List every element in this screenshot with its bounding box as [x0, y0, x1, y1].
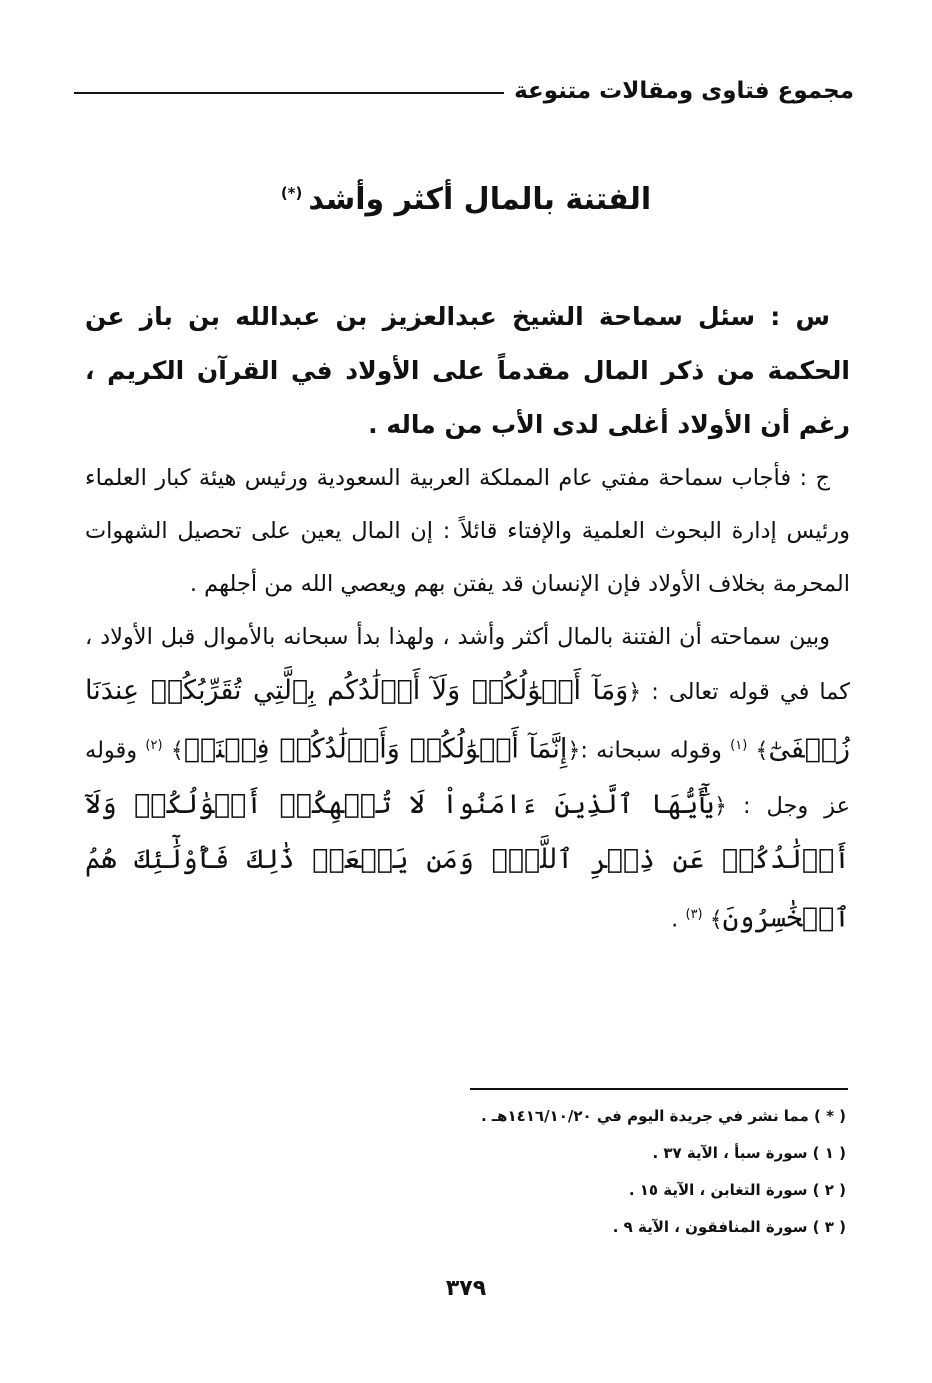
- ayah-open-bracket: ﴿: [628, 680, 642, 705]
- ayah-close-bracket: ﴾: [170, 738, 184, 764]
- footnote-separator: [470, 1088, 848, 1090]
- connector-text-2: وقوله عز وجل :: [85, 737, 850, 819]
- paragraph-intro: وبين سماحته أن الفتنة بالمال أكثر وأشد ، ولهذا بدأ سبحانه بالأموال قبل الأولاد ، كما في قوله تعالى :: [85, 624, 851, 705]
- ayah-munafiqun-9: يَٰٓأَيُّهَا ٱلَّذِينَ ءَامَنُواْ لَا تُلۡهِكُمۡ أَمۡوَٰلُكُمۡ وَلَآ أَوۡلَٰدُكُمۡ عَن ذِكۡرِ ٱللَّهِۚ وَمَن يَفۡعَلۡ ذَٰلِكَ فَأُوْلَٰٓئِكَ هُمُ ٱلۡخَٰسِرُونَ: [85, 788, 850, 933]
- connector-text-1: وقوله سبحانه :: [580, 737, 722, 764]
- header-rule: [74, 92, 504, 94]
- footnotes: [246, 1098, 846, 1246]
- article-title-text: الفتنة بالمال أكثر وأشد: [308, 182, 652, 217]
- footnote-ref-1: (١): [730, 738, 748, 753]
- ayah-close-bracket: ﴾: [755, 738, 769, 764]
- ayah-taghabun-15: إِنَّمَآ أَمۡوَٰلُكُمۡ وَأَوۡلَٰدُكُمۡ فِتۡنَةٞ: [183, 733, 568, 765]
- ayah-open-bracket: ﴿: [567, 738, 581, 764]
- running-header: [74, 68, 854, 114]
- article-title-note: (*): [280, 184, 303, 202]
- quran-citation-paragraph: [85, 611, 850, 946]
- footnote-3: ( ٣ ) سورة المنافقون ، الآية ٩ .: [612, 1218, 846, 1236]
- question-paragraph: س : سئل سماحة الشيخ عبدالعزيز بن عبدالله بن باز عن الحكمة من ذكر المال مقدماً على الأولاد في القرآن الكريم ، رغم أن الأولاد أغلى لدى الأب من ماله .: [85, 302, 850, 439]
- ayah-saba-37: وَمَآ أَمۡوَٰلُكُمۡ وَلَآ أَوۡلَٰدُكُم بِٱلَّتِي تُقَرِّبُكُمۡ عِندَنَا زُلۡفَىٰٓ: [85, 675, 851, 765]
- footnote-ref-3: (٣): [685, 906, 703, 922]
- footnote-source: ( * ) مما نشر في جريدة اليوم في ١٤١٦/١٠/٢٠هـ .: [481, 1107, 846, 1125]
- footnote-ref-2: (٢): [145, 738, 163, 753]
- ayah-open-bracket: ﴿: [714, 793, 728, 819]
- answer-paragraph: ج : فأجاب سماحة مفتي عام المملكة العربية السعودية ورئيس هيئة كبار العلماء ورئيس إدارة البحوث العلمية والإفتاء قائلاً : إن المال يعين على تحصيل الشهوات المحرمة بخلاف الأولاد فإن الإنسان قد يفتن بهم ويعصي الله من أجلهم .: [85, 465, 850, 597]
- footnote-2: ( ٢ ) سورة التغابن ، الآية ١٥ .: [628, 1181, 846, 1199]
- page-number: ٣٧٩: [445, 1276, 487, 1301]
- footnote-1: ( ١ ) سورة سبأ ، الآية ٣٧ .: [652, 1144, 846, 1162]
- ayah-close-bracket: ﴾: [709, 907, 723, 932]
- article-body: [85, 290, 850, 946]
- article-title: [0, 182, 932, 217]
- book-title: مجموع فتاوى ومقالات متنوعة: [514, 78, 854, 104]
- paragraph-end: .: [671, 906, 679, 932]
